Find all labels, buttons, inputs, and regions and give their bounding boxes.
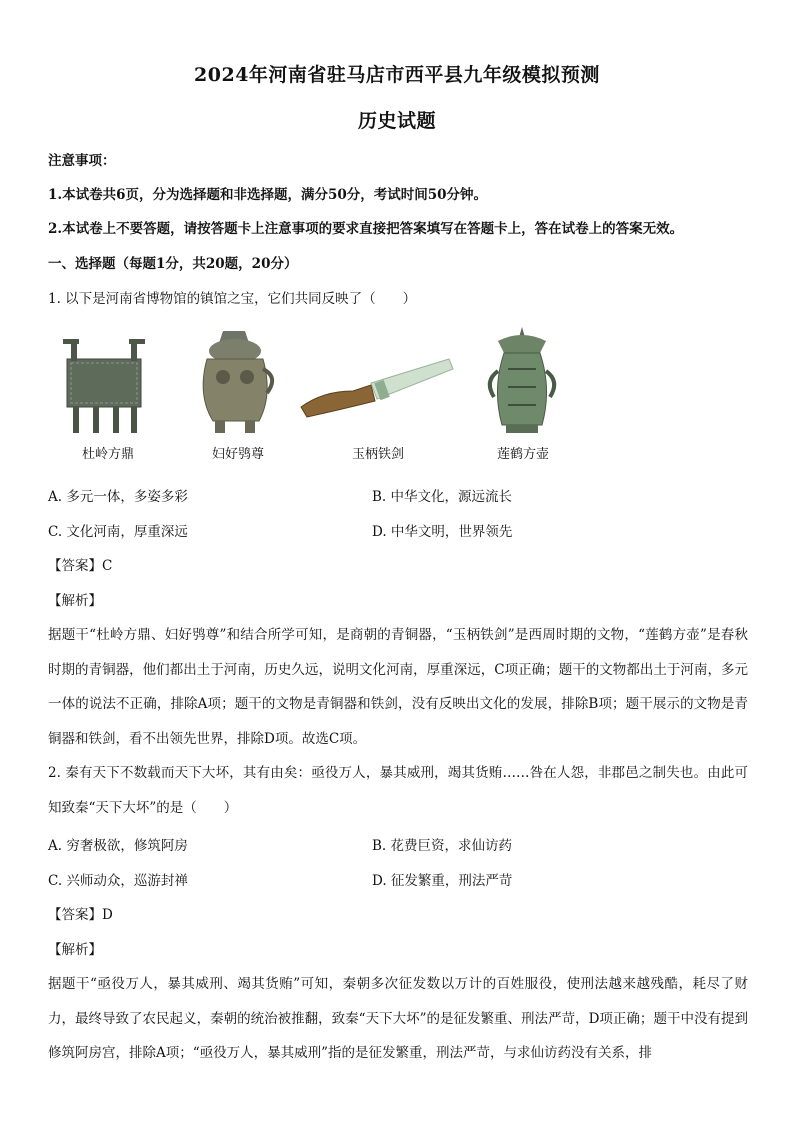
q1-analysis-label: 【解析】 [48, 593, 102, 609]
notes-heading: 注意事项： [48, 153, 116, 169]
q2-option-c: C. 兴师动众，巡游封禅 [48, 873, 188, 889]
q1-option-b: B. 中华文化，源远流长 [372, 489, 513, 505]
artifact-duling-ding [53, 325, 163, 465]
sword-image [293, 325, 463, 440]
artifact-label-4: 莲鹤方壶 [496, 447, 549, 462]
q2-analysis: 据题干“亟役万人，暴其威刑、竭其货贿”可知，秦朝多次征发数以万计的百姓服役，使刑法越来越残酷，耗尽了财力，最终导致了农民起义，秦朝的统治被推翻，致秦“天下大坏”的是征发繁重、刑法严苛，D项正确；题干中没有提到修筑阿房宫，排除A项；“亟役万人，暴其威刑”指的是征发繁重，刑法严苛，与求仙访药没有关系，排 [48, 976, 748, 1061]
question-1-stem: 1. 以下是河南省博物馆的镇馆之宝，它们共同反映了（ ） [48, 291, 417, 307]
artifact-label-2: 妇好鸮尊 [211, 447, 264, 462]
exam-subtitle: 历史试题 [357, 110, 436, 132]
artifact-fuhao-zun [183, 325, 293, 465]
question-2-stem: 2. 秦有天下不数载而天下大坏，其有由矣：亟役万人，暴其威刑，竭其货贿……咎在人怨，非郡邑之制失也。由此可知致秦“天下大坏”的是（ ） [48, 765, 748, 816]
artifact-lianhe-hu [468, 325, 578, 465]
q1-option-d: D. 中华文明，世界领先 [372, 524, 513, 540]
section-heading: 一、选择题（每题1分，共20题，20分） [48, 256, 298, 272]
hu-image [468, 325, 578, 440]
notes-item-1: 1.本试卷共6页，分为选择题和非选择题，满分50分，考试时间50分钟。 [48, 187, 488, 203]
q1-option-c: C. 文化河南，厚重深远 [48, 524, 188, 540]
artifact-jade-sword [293, 325, 463, 465]
exam-title: 2024年河南省驻马店市西平县九年级模拟预测 [194, 64, 600, 86]
q1-option-a: A. 多元一体，多姿多彩 [48, 489, 188, 505]
q2-option-a: A. 穷奢极欲，修筑阿房 [48, 838, 188, 854]
q2-analysis-label: 【解析】 [48, 942, 102, 958]
artifact-label-3: 玉柄铁剑 [351, 447, 404, 462]
q2-option-b: B. 花费巨资，求仙访药 [372, 838, 513, 854]
q2-option-d: D. 征发繁重，刑法严苛 [372, 873, 513, 889]
q2-answer: 【答案】D [48, 907, 113, 923]
zun-image [183, 325, 293, 440]
notes-item-2: 2.本试卷上不要答题，请按答题卡上注意事项的要求直接把答案填写在答题卡上，答在试卷上的答案无效。 [48, 221, 684, 237]
artifact-label-1: 杜岭方鼎 [81, 447, 134, 462]
artifact-images [48, 325, 608, 465]
ding-image [53, 325, 163, 440]
q1-analysis: 据题干“杜岭方鼎、妇好鸮尊”和结合所学可知，是商朝的青铜器，“玉柄铁剑”是西周时期的文物，“莲鹤方壶”是春秋时期的青铜器，他们都出土于河南，历史久远，说明文化河南，厚重深远，C项正确；题干的文物都出土于河南，多元一体的说法不正确，排除A项；题干的文物是青铜器和铁剑，没有反映出文化的发展，排除B项；题干展示的文物是青铜器和铁剑，看不出领先世界，排除D项。故选C项。 [48, 627, 748, 747]
q1-answer: 【答案】C [48, 558, 113, 574]
